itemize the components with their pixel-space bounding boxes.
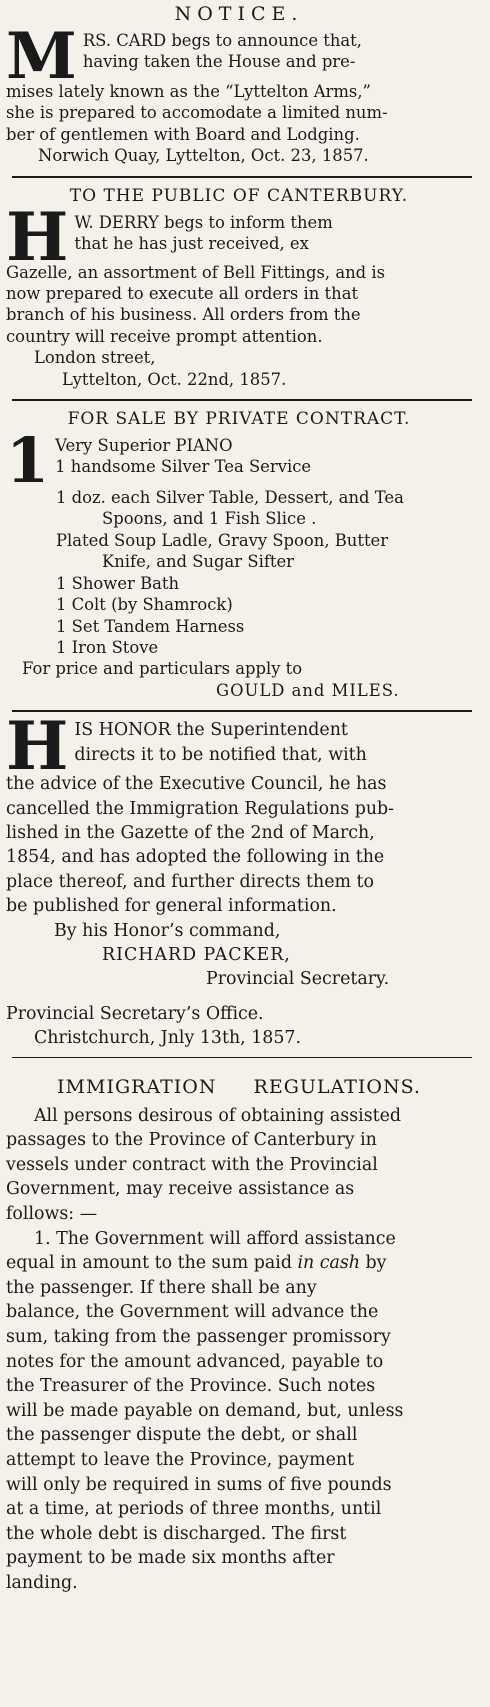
- ad-address: London street,: [34, 348, 156, 368]
- ad-dateline: Lyttelton, Oct. 22nd, 1857.: [62, 369, 287, 389]
- divider: [12, 1057, 472, 1058]
- ad-line: having taken the House and pre-: [82, 52, 356, 72]
- regulation-line: follows: —: [6, 1203, 98, 1224]
- derry-advertisement: [6, 197, 472, 390]
- card-advertisement: [6, 19, 472, 167]
- regulation-line: Government, may receive assistance as: [6, 1179, 355, 1200]
- sale-item: Spoons, and 1 Fish Slice .: [102, 509, 317, 529]
- notice-line: lished in the Gazette of the 2nd of March,: [6, 822, 375, 843]
- regulation-line: [6, 1251, 472, 1276]
- notice-line: cancelled the Immigration Regulations pub-: [6, 798, 395, 819]
- notice-line: directs it to be notified that, with: [74, 744, 367, 765]
- sale-item: Knife, and Sugar Sifter: [102, 552, 295, 572]
- notice-dateline: Christchurch, Jnly 13th, 1857.: [34, 1028, 301, 1049]
- sale-apply: For price and particulars apply to: [22, 659, 303, 679]
- honor-notice: [6, 707, 472, 1050]
- regulation-line: at a time, at periods of three months, until: [6, 1499, 382, 1520]
- regulation-line: the passenger dispute the debt, or shall: [6, 1425, 358, 1446]
- drop-cap: H: [6, 707, 69, 786]
- drop-cap: 1: [6, 424, 50, 498]
- regulation-line: the Treasurer of the Province. Such notes: [6, 1376, 376, 1397]
- sale-item: 1 handsome Silver Tea Service: [55, 457, 312, 477]
- notice-signatory: RICHARD PACKER,: [102, 944, 291, 965]
- notice-line: place thereof, and further directs them to: [6, 871, 374, 892]
- sale-item: 1 Set Tandem Harness: [56, 616, 245, 636]
- sale-signature: GOULD and MILES.: [216, 680, 400, 700]
- regulation-line: 1. The Government will afford assistance: [34, 1228, 396, 1249]
- regulation-line: passages to the Province of Canterbury in: [6, 1130, 377, 1151]
- regulation-line: attempt to leave the Province, payment: [6, 1449, 355, 1470]
- notice-command: By his Honor’s command,: [54, 920, 281, 941]
- regulation-text: equal in amount to the sum paid: [6, 1253, 298, 1274]
- ad-line: branch of his business. All orders from the: [6, 305, 361, 325]
- regulation-line: notes for the amount advanced, payable to: [6, 1351, 384, 1372]
- ad-line: that he has just received, ex: [74, 234, 309, 254]
- ad-line: she is prepared to accomodate a limited num-: [6, 103, 388, 123]
- sale-item: 1 Shower Bath: [56, 573, 180, 593]
- drop-cap: H: [6, 197, 69, 276]
- ad-line: ber of gentlemen with Board and Lodging.: [6, 124, 360, 144]
- sale-heading: FOR SALE BY PRIVATE CONTRACT.: [67, 409, 411, 430]
- regulations-heading: IMMIGRATION REGULATIONS.: [57, 1075, 421, 1098]
- notice-line: IS HONOR the Superintendent: [74, 720, 348, 741]
- sale-item: Plated Soup Ladle, Gravy Spoon, Butter: [56, 530, 389, 550]
- ad-line: mises lately known as the “Lyttelton Arms,”: [6, 82, 371, 101]
- notice-office: Provincial Secretary’s Office.: [6, 1003, 264, 1024]
- ad-line: RS. CARD begs to announce that,: [82, 31, 362, 50]
- regulation-line: balance, the Government will advance the: [6, 1302, 379, 1323]
- regulation-line: sum, taking from the passenger promissory: [6, 1326, 391, 1347]
- ad-line: now prepared to execute all orders in that: [6, 284, 359, 304]
- regulation-italic: in cash: [297, 1253, 361, 1274]
- regulation-line: the passenger. If there shall be any: [6, 1277, 317, 1298]
- regulation-line: the whole debt is discharged. The first: [6, 1523, 347, 1544]
- notice-line: be published for general information.: [6, 896, 337, 917]
- notice-signatory-title: Provincial Secretary.: [206, 969, 390, 990]
- ad-line: country will receive prompt attention.: [6, 326, 323, 346]
- notice-line: 1854, and has adopted the following in the: [6, 847, 385, 868]
- regulation-text: by: [360, 1253, 387, 1274]
- notice-line: the advice of the Executive Council, he has: [6, 774, 387, 795]
- ad-line: W. DERRY begs to inform them: [74, 212, 333, 232]
- ad-line: Gazelle, an assortment of Bell Fittings, and is: [6, 262, 386, 282]
- regulation-line: landing.: [6, 1572, 78, 1593]
- notice-heading: NOTICE.: [174, 3, 304, 25]
- sale-item: 1 Colt (by Shamrock): [56, 595, 233, 615]
- ad-dateline: Norwich Quay, Lyttelton, Oct. 23, 1857.: [38, 146, 369, 166]
- sale-item: 1 doz. each Silver Table, Dessert, and Tea: [56, 488, 404, 508]
- regulation-line: will only be required in sums of five pounds: [6, 1474, 392, 1495]
- regulation-line: payment to be made six months after: [6, 1548, 335, 1569]
- drop-cap: M: [6, 19, 77, 94]
- sale-advertisement: [6, 424, 472, 701]
- derry-heading: TO THE PUBLIC OF CANTERBURY.: [69, 185, 409, 206]
- sale-item: Very Superior PIANO: [55, 436, 233, 456]
- regulations-body: [6, 1104, 472, 1596]
- regulation-line: All persons desirous of obtaining assisted: [34, 1105, 402, 1126]
- regulation-line: vessels under contract with the Provincial: [6, 1154, 378, 1175]
- regulation-line: will be made payable on demand, but, unless: [6, 1400, 404, 1421]
- sale-item: 1 Iron Stove: [56, 637, 159, 657]
